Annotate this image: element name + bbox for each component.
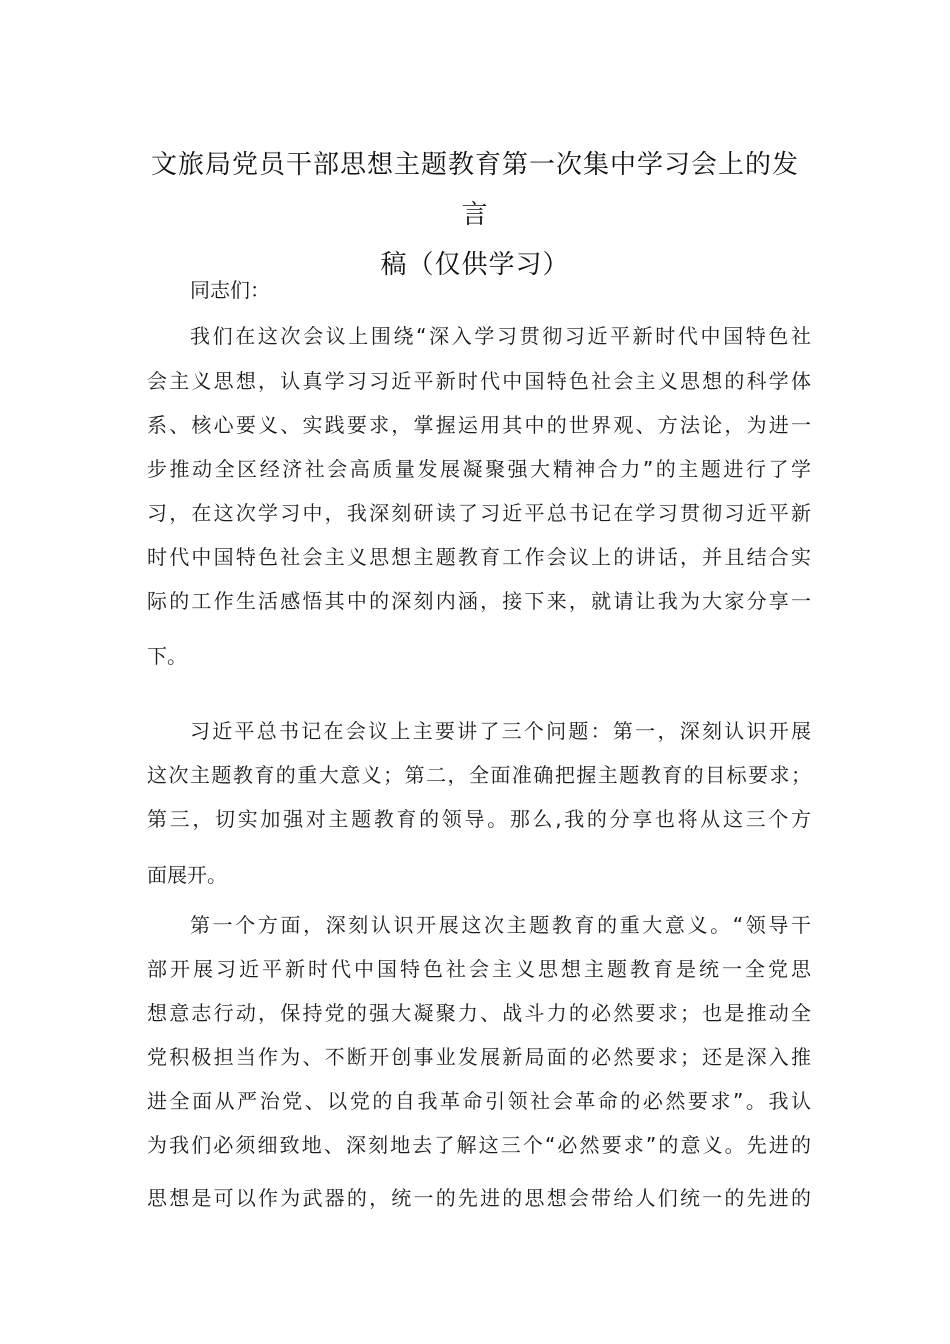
paragraph-1-line-3: 系、核心要义、实践要求，掌握运用其中的世界观、方法论，为进一 <box>147 413 811 437</box>
paragraph-1-line-6: 时代中国特色社会主义思想主题教育工作会议上的讲话，并且结合实 <box>147 545 811 569</box>
paragraph-2-line-4: 面展开。 <box>147 863 227 887</box>
paragraph-3-line-2: 部开展习近平新时代中国特色社会主义思想主题教育是统一全党思 <box>147 957 811 981</box>
paragraph-3-line-3: 想意志行动，保持党的强大凝聚力、战斗力的必然要求；也是推动全 <box>147 1001 811 1025</box>
paragraph-2-line-3: 第三，切实加强对主题教育的领导。那么,我的分享也将从这三个方 <box>147 807 811 831</box>
paragraph-1-line-1: 我们在这次会议上围绕“深入学习贯彻习近平新时代中国特色社 <box>190 324 811 348</box>
paragraph-3-line-6: 为我们必须细致地、深刻地去了解这三个“必然要求”的意义。先进的 <box>147 1133 811 1157</box>
paragraph-1-line-2: 会主义思想，认真学习习近平新时代中国特色社会主义思想的科学体 <box>147 369 811 393</box>
paragraph-1-line-7: 际的工作生活感悟其中的深刻内涵，接下来，就请让我为大家分享一 <box>147 589 811 613</box>
paragraph-1-line-8: 下。 <box>147 644 187 668</box>
salutation: 同志们： <box>190 278 270 302</box>
paragraph-1-line-5: 习，在这次学习中，我深刻研读了习近平总书记在学习贯彻习近平新 <box>147 501 811 525</box>
paragraph-3-line-7: 思想是可以作为武器的，统一的先进的思想会带给人们统一的先进的 <box>147 1186 811 1210</box>
paragraph-3-line-4: 党积极担当作为、不断开创事业发展新局面的必然要求；还是深入推 <box>147 1045 811 1069</box>
paragraph-2-line-2: 这次主题教育的重大意义；第二，全面准确把握主题教育的目标要求； <box>147 763 811 787</box>
title-line-2: 稿（仅供学习） <box>380 250 570 280</box>
document-title <box>140 140 810 290</box>
paragraph-3-line-5: 进全面从严治党、以党的自我革命引领社会革命的必然要求”。我认 <box>147 1089 811 1113</box>
paragraph-1-line-4: 步推动全区经济社会高质量发展凝聚强大精神合力”的主题进行了学 <box>147 457 811 481</box>
paragraph-3-line-1: 第一个方面，深刻认识开展这次主题教育的重大意义。“领导干 <box>190 913 811 937</box>
title-line-1: 文旅局党员干部思想主题教育第一次集中学习会上的发言 <box>150 150 799 230</box>
paragraph-2-line-1: 习近平总书记在会议上主要讲了三个问题：第一，深刻认识开展 <box>190 719 811 743</box>
